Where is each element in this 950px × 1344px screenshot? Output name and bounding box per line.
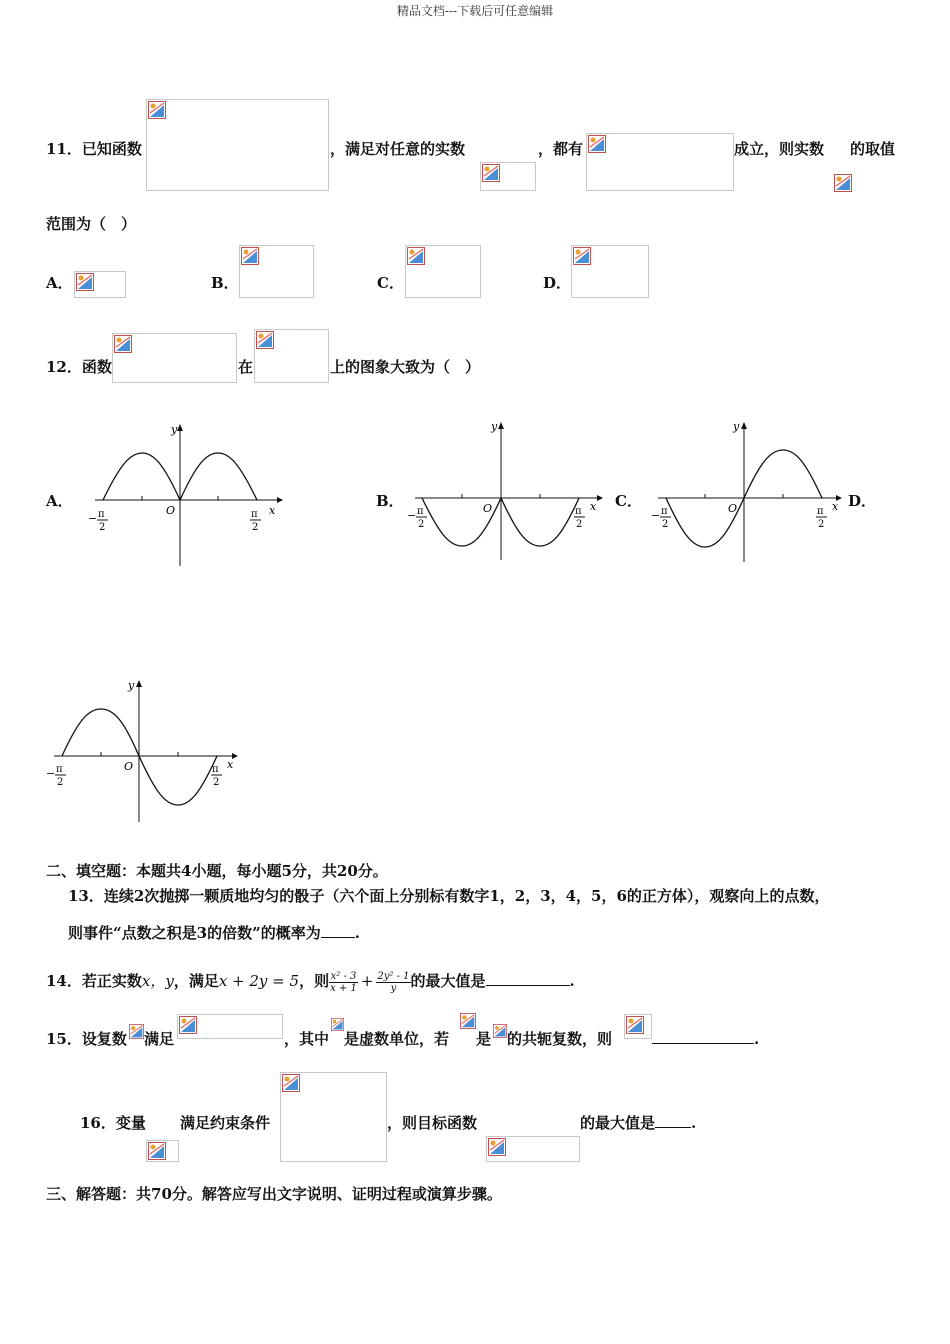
pi-label: π	[417, 506, 424, 517]
x-axis-arrow	[277, 497, 283, 503]
two-label: 2	[576, 519, 583, 530]
broken-image-icon	[76, 273, 94, 291]
pi-label: π	[251, 509, 258, 520]
broken-image-icon	[588, 135, 606, 153]
q14-fraction-1	[329, 971, 358, 994]
broken-image-icon	[282, 1074, 300, 1092]
q11-option-a-label: A．	[46, 274, 73, 292]
q11-inequality-image	[480, 162, 536, 191]
broken-image-icon	[148, 1142, 166, 1160]
q15-answer	[652, 1030, 759, 1048]
q15-answer-blank[interactable]	[652, 1043, 754, 1044]
broken-image-icon	[331, 1018, 344, 1031]
q12-option-d-label: D．	[848, 492, 877, 510]
q13-end: .	[354, 924, 360, 942]
q15-text-5: 的共轭复数，则	[507, 1030, 613, 1048]
two-label: 2	[57, 777, 64, 788]
q11-text-1: ，满足对任意的实数	[330, 140, 466, 158]
q16-suffix	[580, 1114, 696, 1132]
q14-frac2-numerator: 2y² - 1	[377, 970, 410, 982]
q11-text-2: ，都有	[538, 140, 584, 158]
q15-z-image	[129, 1024, 144, 1039]
q14-vars: x，y	[141, 972, 174, 990]
x-label: x	[590, 500, 597, 513]
q14-text-2: ，则	[299, 972, 330, 990]
pi-label: π	[56, 764, 63, 775]
q14-line	[46, 969, 575, 994]
q14-frac1-numerator: x² - 3	[330, 970, 357, 982]
q11-variable-image	[834, 174, 851, 191]
y-axis-arrow	[741, 422, 747, 429]
q15-text-3: 是虚数单位，若	[344, 1030, 450, 1048]
page-header: 精品文档---下载后可任意编辑	[396, 4, 554, 18]
q11-option-b-image	[239, 245, 314, 298]
q12-graph-c	[648, 418, 848, 568]
two-label: 2	[213, 777, 220, 788]
q12-text-1: 在	[238, 358, 254, 376]
q12-option-b-label: B．	[376, 492, 404, 510]
q14-answer-blank[interactable]	[486, 985, 570, 986]
broken-image-icon	[626, 1016, 644, 1034]
broken-image-icon	[573, 247, 591, 265]
broken-image-icon	[241, 247, 259, 265]
q14-frac2-denominator: y	[390, 982, 397, 994]
q16-constraints-image	[280, 1072, 387, 1162]
q16-text-3: 的最大值是	[580, 1114, 656, 1132]
minus-sign: −	[407, 509, 417, 522]
q12-option-a-label: A．	[46, 492, 73, 510]
broken-image-icon	[129, 1024, 144, 1039]
q13-text: 则事件“点数之积是3的倍数”的概率为	[68, 924, 321, 942]
q14-condition: x + 2y = 5	[218, 972, 300, 990]
origin-label: O	[166, 504, 176, 517]
section-2-heading: 二、填空题：本题共4小题，每小题5分，共20分。	[46, 862, 388, 880]
origin-label: O	[124, 760, 134, 773]
y-label: y	[128, 679, 135, 692]
q15-text-4: 是	[476, 1030, 492, 1048]
origin-label: O	[728, 502, 738, 515]
q11-option-a-image	[74, 271, 126, 298]
q11-prefix: 11．已知函数	[46, 140, 142, 158]
broken-image-icon	[460, 1013, 476, 1029]
q11-option-c-label: C．	[377, 274, 404, 292]
broken-image-icon	[407, 247, 425, 265]
pi-label: π	[212, 764, 219, 775]
q15-expression-image	[624, 1014, 652, 1039]
x-label: x	[832, 500, 839, 513]
broken-image-icon	[482, 164, 500, 182]
q16-prefix: 16．变量	[80, 1114, 146, 1132]
q11-text-3: 成立，则实数	[734, 140, 825, 158]
q13-line2	[68, 924, 360, 942]
q16-text-1: 满足约束条件	[180, 1114, 271, 1132]
q16-answer-blank[interactable]	[655, 1127, 691, 1128]
origin-label: O	[483, 502, 493, 515]
q15-end: .	[754, 1030, 760, 1048]
two-label: 2	[818, 519, 825, 530]
q12-graph-d	[44, 676, 244, 826]
q15-equation-image	[177, 1014, 283, 1039]
q15-z2-image	[493, 1024, 507, 1038]
q16-end: .	[691, 1114, 697, 1132]
q15-prefix: 15．设复数	[46, 1030, 127, 1048]
y-axis-arrow	[498, 422, 504, 429]
q16-text-2: ，则目标函数	[387, 1114, 478, 1132]
q11-line2: 范围为（ ）	[46, 215, 137, 233]
q11-condition-image	[586, 133, 734, 191]
x-label: x	[269, 504, 276, 517]
q12-prefix: 12．函数	[46, 358, 112, 376]
section-3-heading: 三、解答题：共70分。解答应写出文字说明、证明过程或演算步骤。	[46, 1185, 502, 1203]
q13-answer-blank[interactable]	[321, 937, 355, 938]
y-axis-arrow	[136, 680, 142, 687]
q12-function-image	[112, 333, 237, 383]
pi-label: π	[661, 506, 668, 517]
two-label: 2	[252, 522, 259, 533]
broken-image-icon	[834, 174, 852, 192]
x-axis-arrow	[597, 495, 603, 501]
q11-option-b-label: B．	[211, 274, 239, 292]
broken-image-icon	[148, 101, 166, 119]
broken-image-icon	[488, 1138, 506, 1156]
y-axis-arrow	[177, 424, 183, 431]
y-label: y	[491, 420, 498, 433]
two-label: 2	[418, 519, 425, 530]
q15-i-image	[331, 1018, 344, 1038]
q14-fraction-2	[376, 971, 410, 994]
q12-graph-b	[405, 418, 605, 568]
q12-option-c-label: C．	[615, 492, 642, 510]
q14-end: .	[569, 972, 575, 990]
broken-image-icon	[179, 1016, 197, 1034]
y-label: y	[171, 423, 178, 436]
q14-prefix: 14．若正实数	[46, 972, 142, 990]
q13-line1: 13．连续2次抛掷一颗质地均匀的骰子（六个面上分别标有数字1，2，3，4，5，6的正方体），观察向上的点数，	[68, 887, 830, 905]
q14-suffix: 的最大值是	[410, 972, 486, 990]
broken-image-icon	[493, 1024, 507, 1038]
x-label: x	[227, 758, 234, 771]
broken-image-icon	[256, 331, 274, 349]
q16-objective-image	[486, 1136, 580, 1162]
q14-frac1-denominator: x + 1	[330, 982, 357, 994]
q14-text: ，满足	[173, 972, 219, 990]
minus-sign: −	[651, 509, 661, 522]
q11-option-c-image	[405, 245, 481, 298]
q11-function-image	[146, 99, 329, 191]
y-label: y	[733, 420, 740, 433]
minus-sign: −	[46, 767, 56, 780]
q12-graph-a	[85, 420, 285, 570]
pi-label: π	[98, 509, 105, 520]
q11-text-4: 的取值	[850, 140, 896, 158]
q15-zbar-image	[460, 1013, 476, 1037]
q11-option-d-image	[571, 245, 649, 298]
two-label: 2	[662, 519, 669, 530]
broken-image-icon	[114, 335, 132, 353]
q15-text-2: ，其中	[284, 1030, 330, 1048]
q14-plus: +	[360, 972, 374, 990]
q12-interval-image	[254, 329, 329, 383]
q12-text-2: 上的图象大致为（ ）	[330, 358, 481, 376]
q11-option-d-label: D．	[543, 274, 572, 292]
pi-label: π	[817, 506, 824, 517]
q16-vars-image	[146, 1140, 179, 1162]
q15-text-1: 满足	[144, 1030, 175, 1048]
minus-sign: −	[88, 512, 98, 525]
two-label: 2	[99, 522, 106, 533]
pi-label: π	[575, 506, 582, 517]
